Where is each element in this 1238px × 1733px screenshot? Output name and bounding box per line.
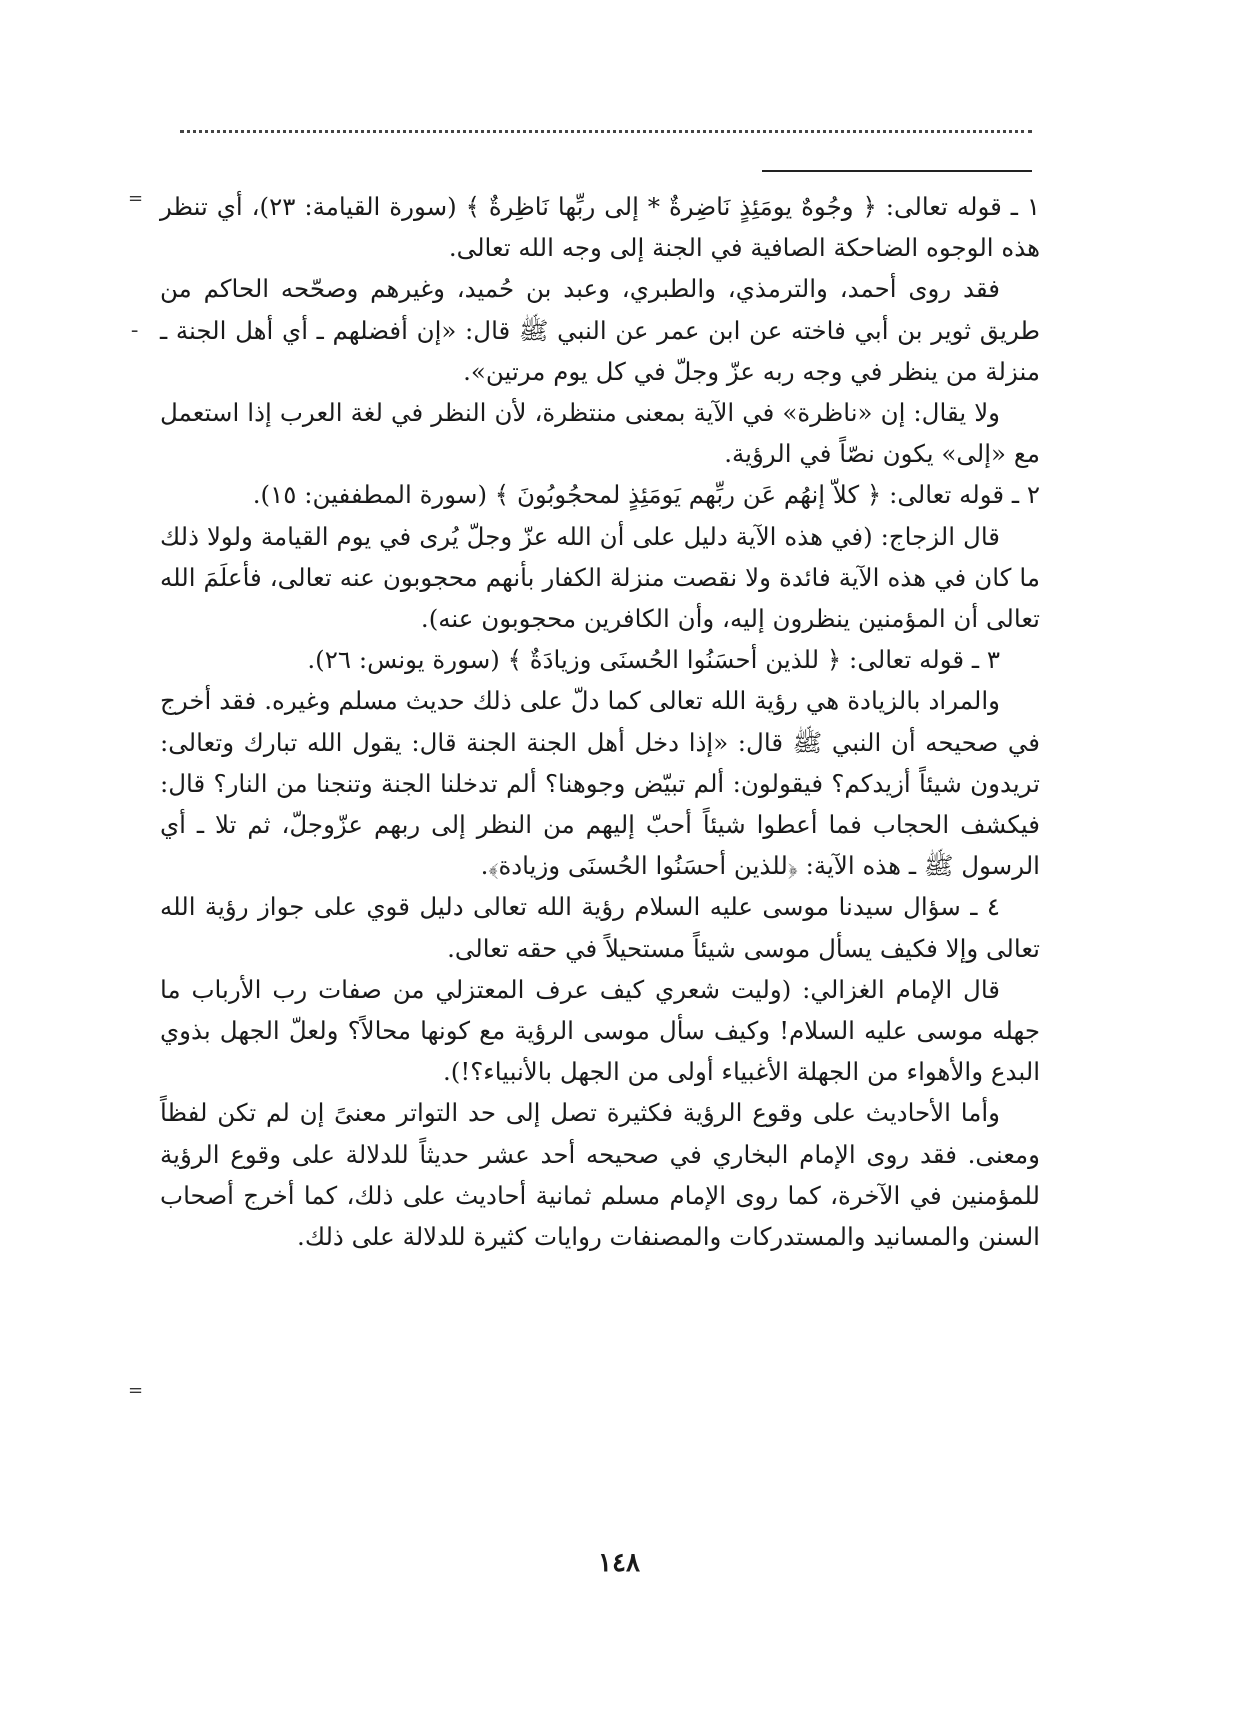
paragraph: ١ ـ قوله تعالى: ﴿ وجُوهٌ يومَئِذٍ نَاضِرةٌ * إلى ربِّها نَاظِرةٌ ﴾ (سورة القيامة: ٢٣)، أي تنظر هذه الوجوه الضاحكة الصافية في الجنة إلى وجه الله تعالى. <box>160 192 1040 263</box>
paragraph: ٣ ـ قوله تعالى: ﴿ للذين أحسَنُوا الحُسنَى وزيادَةٌ ﴾ (سورة يونس: ٢٦). <box>307 645 1000 675</box>
paragraph: قال الزجاج: (في هذه الآية دليل على أن الله عزّ وجلّ يُرى في يوم القيامة ولولا ذلك ما كان في هذه الآية فائدة ولا نقصت منزلة الكفار بأنهم محجوبون عنه تعالى، فأعلَمَ الله تعالى أن المؤمنين ينظرون إليه، وأن الكافرين محجوبون عنه). <box>160 521 1040 634</box>
body-text <box>160 186 1040 1257</box>
margin-mark: ـ <box>132 316 138 337</box>
paragraph: فقد روى أحمد، والترمذي، والطبري، وعبد بن حُميد، وغيرهم وصحّحه الحاكم من طريق ثوير بن أبي فاخته عن ابن عمر عن النبي ﷺ قال: «إن أفضلهم ـ أي أهل الجنة ـ منزلة من ينظر في وجه ربه عزّ وجلّ في كل يوم مرتين». <box>160 274 1040 386</box>
paragraph: قال الإمام الغزالي: (وليت شعري كيف عرف المعتزلي من صفات رب الأرباب ما جهله موسى عليه السلام! وكيف سأل موسى الرؤية مع كونها محالاً؟ ولعلّ الجهل بذوي البدع والأهواء من الجهلة الأغبياء أولى من الجهل بالأنبياء؟!). <box>160 974 1040 1087</box>
paragraph: ولا يقال: إن «ناظرة» في الآية بمعنى منتظرة، لأن النظر في لغة العرب إذا استعمل مع «إلى» يكون نصّاً في الرؤية. <box>160 398 1040 469</box>
header-rule <box>762 170 1032 172</box>
margin-mark: = <box>128 188 144 209</box>
dotted-separator <box>180 130 1032 133</box>
paragraph: والمراد بالزيادة هي رؤية الله تعالى كما دلّ على ذلك حديث مسلم وغيره. فقد أخرج في صحيحه أن النبي ﷺ قال: «إذا دخل أهل الجنة الجنة قال: يقول الله تبارك وتعالى: تريدون شيئاً أزيدكم؟ فيقولون: ألم تبيّض وجوهنا؟ ألم تدخلنا الجنة وتنجنا من النار؟ قال: فيكشف الحجاب فما أعطوا شيئاً أحبّ إليهم من النظر إلى ربهم عزّوجلّ، ثم تلا ـ أي الرسول ﷺ ـ هذه الآية: ﴿للذين أحسَنُوا الحُسنَى وزيادة﴾. <box>160 686 1040 881</box>
paragraph: ٤ ـ سؤال سيدنا موسى عليه السلام رؤية الله تعالى دليل قوي على جواز رؤية الله تعالى وإلا فكيف يسأل موسى شيئاً مستحيلاً في حقه تعالى. <box>160 892 1040 963</box>
margin-mark: = <box>128 1380 144 1401</box>
paragraph: ٢ ـ قوله تعالى: ﴿ كلاّ إنهُم عَن ربِّهم يَومَئِذٍ لمحجُوبُونَ ﴾ (سورة المطففين: ١٥). <box>252 480 1040 510</box>
paragraph: وأما الأحاديث على وقوع الرؤية فكثيرة تصل إلى حد التواتر معنىً إن لم تكن لفظاً ومعنى. فقد روى الإمام البخاري في صحيحه أحد عشر حديثاً للدلالة على وقوع الرؤية للمؤمنين في الآخرة، كما روى الإمام مسلم ثمانية أحاديث على ذلك، كما أخرج أصحاب السنن والمسانيد والمستدركات والمصنفات روايات كثيرة للدلالة على ذلك. <box>160 1098 1040 1252</box>
page-number: ١٤٨ <box>598 1548 640 1578</box>
